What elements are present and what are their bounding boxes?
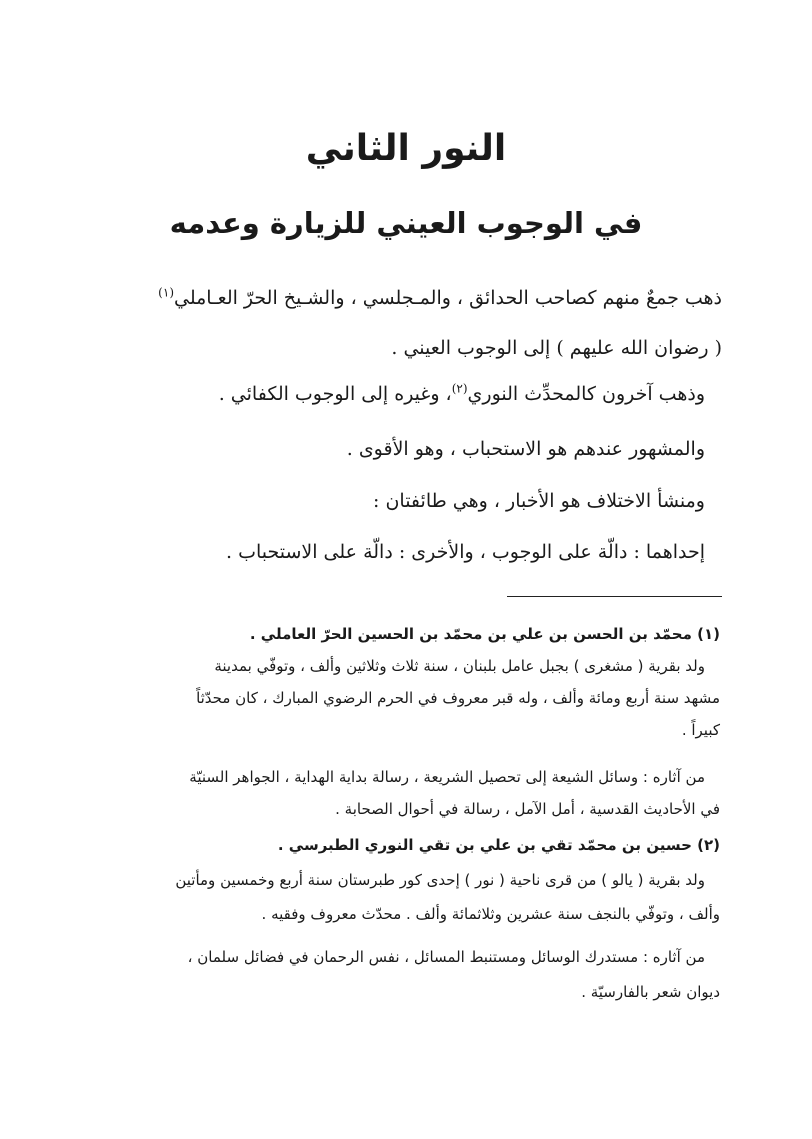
footnote-2-line: ديوان شعر بالفارسيّة . bbox=[581, 983, 720, 1001]
footnote-1-line: في الأحاديث القدسية ، أمل الآمل ، رسالة في أحوال الصحابة . bbox=[335, 800, 720, 818]
footnote-1-line: ولد بقرية ( مشغرى ) بجبل عامل بلبنان ، سنة ثلاث وثلاثين وألف ، وتوفّي بمدينة bbox=[214, 657, 705, 675]
footnote-2-line: ولد بقرية ( يالو ) من قرى ناحية ( نور ) إحدى كور طبرستان سنة أربع وخمسين ومأتين bbox=[175, 871, 705, 889]
footnote-ref-2: (٢) bbox=[451, 381, 468, 396]
footnote-divider bbox=[507, 596, 722, 597]
footnote-1-line: من آثاره : وسائل الشيعة إلى تحصيل الشريعة ، رسالة بداية الهداية ، الجواهر السنيّة bbox=[189, 768, 705, 786]
footnote-ref-1: (١) bbox=[158, 285, 174, 300]
page-title: النور الثاني bbox=[305, 128, 507, 169]
body-paragraph-3-b: ، وغيره إلى الوجوب الكفائي . bbox=[218, 383, 452, 405]
body-line-1-text: ذهب جمعٌ منهم كصاحب الحدائق ، والمـجلسي ، والشـيخ الحرّ العـاملي bbox=[174, 287, 722, 309]
footnote-2-line: من آثاره : مستدرك الوسائل ومستنبط المسائل ، نفس الرحمان في فضائل سلمان ، bbox=[187, 948, 705, 966]
body-line-1 bbox=[82, 284, 722, 312]
footnote-1-line: كبيراً . bbox=[681, 721, 720, 739]
footnote-2-line: وألف ، وتوفّي بالنجف سنة عشرين وثلاثمائة وألف . محدّث معروف وفقيه . bbox=[261, 905, 720, 923]
body-paragraph-3-a: وذهب آخرون كالمحدِّث النوري bbox=[467, 383, 705, 405]
footnote-1-heading: (١) محمّد بن الحسن بن علي بن محمّد بن الحسين الحرّ العاملي . bbox=[249, 625, 720, 643]
body-paragraph-6: إحداهما : دالّة على الوجوب ، والأخرى : دالّة على الاستحباب . bbox=[226, 541, 705, 563]
footnote-2-heading: (٢) حسين بن محمّد تقي بن علي بن تقي النوري الطبرسي . bbox=[277, 836, 720, 854]
body-paragraph-5: ومنشأ الاختلاف هو الأخبار ، وهي طائفتان : bbox=[373, 490, 705, 512]
footnote-1-line: مشهد سنة أربع ومائة وألف ، وله قبر معروف في الحرم الرضوي المبارك ، كان محدّثاً bbox=[196, 689, 720, 707]
body-paragraph-3 bbox=[65, 380, 705, 408]
body-line-2: ( رضوان الله عليهم ) إلى الوجوب العيني . bbox=[391, 337, 722, 359]
body-paragraph-4: والمشهور عندهم هو الاستحباب ، وهو الأقوى . bbox=[346, 438, 705, 460]
page-subtitle: في الوجوب العيني للزيارة وعدمه bbox=[169, 206, 643, 240]
